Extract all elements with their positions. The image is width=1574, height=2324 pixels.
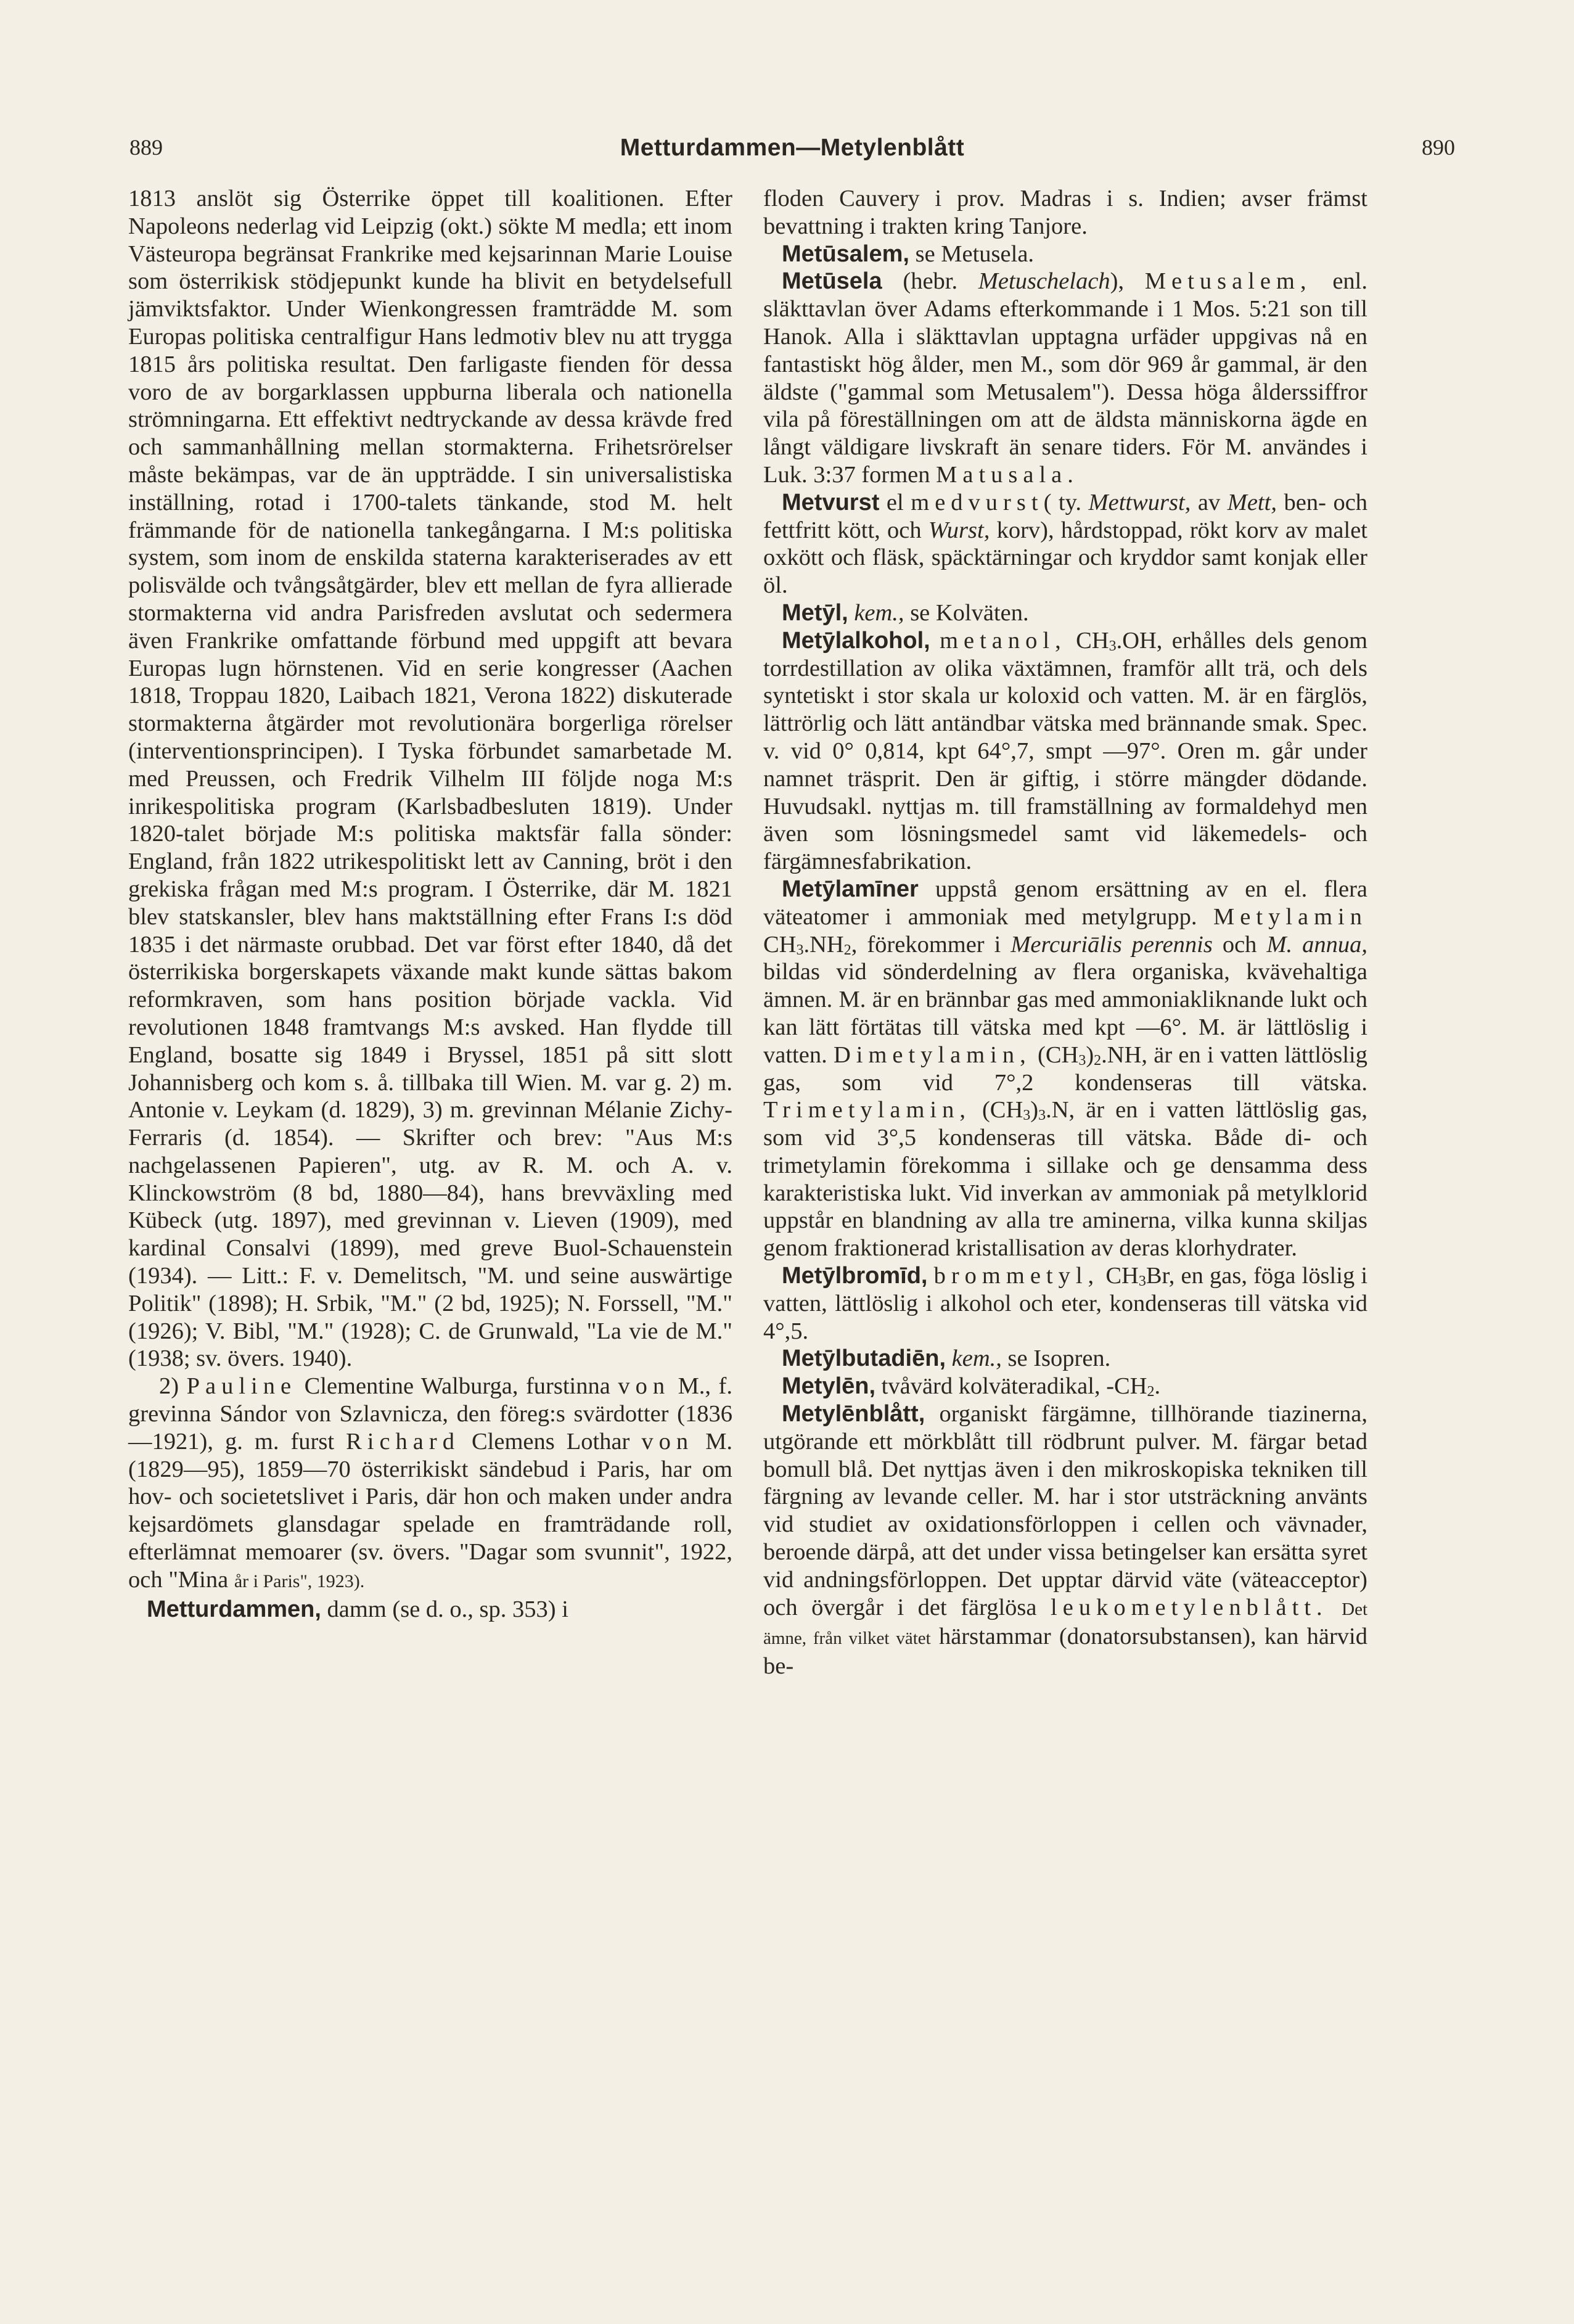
metylaminer-spaced-2: Dimetylamin,: [833, 1041, 1031, 1068]
metvurst-spaced: medvurst: [911, 489, 1044, 515]
metternich-continuation: 1813 anslöt sig Österrike öppet till koalitionen. Efter Napoleons nederlag vid Leipzig (okt.) sökte M medla; ett inom Västeuropa begränsat Frankrike med kejsarinnan Marie Louise som österrikisk stödjepunkt kunde ha blivit en betydelsefull jämviktsfaktor. Under Wienkongressen framträdde M. som Europas politiska centralfigur Hans ledmotiv blev nu att trygga 1815 års politiska resultat. Den farligaste fienden för dessa voro de av borgarklassen uppburna liberala och nationella strömningarna. Ett effektivt nedtryckande av dessa krävde fred och sammanhållning mellan stormakterna. Frihetsrörelser måste bekämpas, var de än uppträdde. I sin universalistiska inställning, rotad i 1700-talets tänkande, stod M. helt främmande för de nationella tankegångarna. I M:s politiska system, som inom de enskilda staterna karakteriserades av ett polisvälde och tvångsåtgärder, blev ett mellan de fyra allierade stormakterna vid andra Parisfreden avslutat och sedermera även Frankrike omfattande förbund med uppgift att bevara Europas lugn hörnstenen. Vid en serie kongresser (Aachen 1818, Troppau 1820, Laibach 1821, Verona 1822) diskuterade stormakterna åtgärder mot revolutionära borgerliga rörelser (interventionsprincipen). I Tyska förbundet samarbetade M. med Preussen, och Fredrik Vilhelm III följde noga M:s inrikespolitiska program (Karlsbadbesluten 1819). Under 1820-talet började M:s politiska maktsfär falla sönder: England, från 1822 utrikespolitiskt lett av Canning, bröt i den grekiska frågan med M:s program. I Österrike, där M. 1821 blev statskansler, blev hans maktställning efter Frans I:s död 1835 i det närmaste orubbad. Det var först efter 1840, då det österrikiska borgerskapets växande makt kunde sättas bakom reformkraven, som hans position började vackla. Vid revolutionen 1848 framtvangs M:s avsked. Han flydde till England, bosatte sig 1849 i Bryssel, 1851 på sitt slott Johannisberg och kom s. å. tillbaka till Wien. M. var g. 2) m. Antonie v. Leykam (d. 1829), 3) m. grevinnan Mélanie Zichy-Ferraris (d. 1854). — Skrifter och brev: "Aus M:s nachgelassenen Papieren", utg. av R. M. och A. v. Klinckowström (8 bd, 1880—84), hans brevväxling med Kübeck (utg. 1897), med grevinnan v. Lieven (1909), med kardinal Consalvi (1899), med greve Buol-Schauenstein (1934). — Litt.: F. v. Demelitsch, "M. und seine auswärtige Politik" (1898); H. Srbik, "M." (2 bd, 1925); N. Forssell, "M." (1926); V. Bibl, "M." (1928); C. de Grunwald, "La vie de M." (1938; sv. övers. 1940).: [128, 186, 732, 1372]
metvurst-text-a: el: [886, 489, 904, 515]
metylbromid-formula-sub: 3: [1138, 1273, 1146, 1290]
left-column: [128, 185, 732, 1623]
metylbutadien-italic: kem.,: [951, 1345, 1002, 1372]
metylbromid-entry: [763, 1262, 1367, 1345]
metvurst-italic-2: Mett,: [1227, 489, 1277, 515]
metylaminer-headword: Metȳlamīner: [782, 876, 919, 902]
metusela-hebrew: Metuschelach: [978, 268, 1110, 295]
metylalkohol-spaced: metanol,: [940, 627, 1067, 654]
metyl-italic: kem.,: [854, 599, 904, 626]
metylenblatt-text-b: härstammar (donatorsubstansen), kan härvid be-: [763, 1624, 1367, 1680]
metturdammen-text: damm (se d. o., sp. 353) i: [327, 1596, 568, 1622]
pauline-entry: [128, 1373, 732, 1595]
metylen-headword: Metylēn,: [782, 1373, 876, 1400]
page-header: [129, 134, 1455, 171]
metvurst-italic-1: Mettwurst,: [1088, 489, 1191, 515]
metylaminer-text-c: och: [1222, 931, 1257, 958]
pauline-text-a: Clementine Walburga, furstinna: [304, 1373, 610, 1400]
metylen-text: tvåvärd kolväteradikal, -CH: [881, 1373, 1147, 1400]
metylaminer-f3-sub: 3: [1023, 1107, 1031, 1124]
metylalkohol-formula-sub: 3: [1109, 638, 1117, 654]
metylaminer-f1-sub: 3: [796, 942, 804, 958]
metylalkohol-headword: Metȳlalkohol,: [782, 627, 930, 654]
metusalem-headword: Metūsalem,: [782, 240, 909, 267]
metylaminer-f3c: .N,: [1046, 1097, 1075, 1123]
metusela-spaced: Metusalem,: [1144, 268, 1312, 295]
metylalkohol-formula-a: CH: [1076, 627, 1109, 654]
metvurst-headword: Metvurst: [782, 489, 880, 515]
pauline-text-d: M. (1829—95), 1859—70 österrikiskt sändebud i Paris, har om hov- och societetslivet i Paris, där hon och maken under andra kejsardömets glansdagar spelade en framträdande roll, efterlämnat memoarer (sv. övers. "Dagar som svunnit", 1922, och "Mina: [128, 1428, 733, 1593]
metylalkohol-entry: [763, 627, 1367, 876]
metyl-headword: Metȳl,: [782, 599, 848, 626]
metylen-sub: 2: [1147, 1384, 1155, 1400]
metylaminer-f3: (CH: [982, 1097, 1023, 1123]
metusela-entry: [763, 268, 1367, 488]
pauline-number: 2): [159, 1373, 179, 1400]
metvurst-text-c: av: [1197, 489, 1221, 515]
metturdammen-entry: [128, 1596, 732, 1624]
metylaminer-f3b-sub: 3: [1038, 1107, 1046, 1124]
metylaminer-text-e: är en i vatten lättlöslig gas, som vid 7°,2 kondenseras till vätska.: [763, 1041, 1368, 1096]
metylbutadien-entry: [763, 1345, 1367, 1373]
metusela-text-b: ),: [1110, 268, 1125, 295]
pauline-text-c: Clemens Lothar: [471, 1428, 630, 1455]
metylenblatt-entry: [763, 1400, 1367, 1680]
metusalem-text: se Metusela.: [915, 240, 1035, 267]
right-column-number: 890: [1422, 135, 1455, 160]
metusela-text-a: (hebr.: [903, 268, 958, 295]
metusela-headword: Metūsela: [782, 268, 882, 295]
metylaminer-entry: [763, 876, 1367, 1262]
pauline-text-b: M., f. grevinna Sándor von Szlavnicza, den föreg:s svärdotter (1836—1921), g. m. furst: [128, 1373, 733, 1455]
metylen-end: .: [1154, 1373, 1161, 1400]
metturdammen-headword: Metturdammen,: [147, 1596, 321, 1622]
metvurst-text-b: ( ty.: [1043, 489, 1081, 515]
metvurst-text-d: ben- och fettfritt kött, och: [763, 489, 1368, 543]
metylenblatt-spaced: leukometylenblått.: [1051, 1594, 1328, 1620]
pauline-name: Pauline: [186, 1373, 297, 1400]
metylbromid-formula-b: Br,: [1146, 1263, 1175, 1289]
metylaminer-spaced-3: Trimetylamin,: [763, 1097, 971, 1123]
right-column: [763, 185, 1367, 1680]
metylen-entry: [763, 1373, 1367, 1400]
metylaminer-text-d: bildas vid sönderdelning av flera organiska, kvävehaltiga ämnen. M. är en brännbar gas med ammoniakliknande lukt och kan lätt förtätas till vätska med kpt —6°. M. är lättlöslig i vatten.: [763, 959, 1367, 1068]
metylbromid-formula: CH: [1105, 1263, 1139, 1289]
metylalkohol-text: erhålles dels genom torrdestillation av olika växtämnen, framför allt trä, och dels syntetiskt i stor skala ur koloxid och vatten. M. är en färglös, lättrörlig och lätt antändbar vätska med brännande smak. Spec. v. vid 0° 0,814, kpt 64°,7, smpt —97°. Oren m. går under namnet träsprit. Den är giftig, i större mängder dödande. Huvudsakl. nyttjas m. till framställning av formaldehyd men även som lösningsmedel samt vid läkemedels- och färgämnesfabrikation.: [763, 627, 1368, 875]
metylaminer-f2: (CH: [1038, 1041, 1079, 1068]
metylbutadien-text: se Isopren.: [1007, 1345, 1111, 1372]
pauline-text-small: år i Paris", 1923).: [234, 1571, 365, 1591]
metylaminer-f1b: .NH: [803, 931, 844, 958]
metylaminer-f3b: ): [1030, 1097, 1039, 1123]
metylalkohol-formula-b: .OH,: [1116, 627, 1163, 654]
metylbutadien-headword: Metȳlbutadiēn,: [782, 1345, 946, 1372]
metylenblatt-headword: Metylēnblått,: [782, 1401, 925, 1427]
metylaminer-f1b-sub: 2: [843, 942, 851, 958]
metylbromid-headword: Metȳlbromīd,: [782, 1263, 928, 1289]
metylaminer-f2-sub: 3: [1078, 1052, 1086, 1069]
metylaminer-italic-1: Mercuriālis perennis: [1010, 931, 1213, 958]
metylaminer-f2c: .NH,: [1101, 1041, 1147, 1068]
left-column-number: 889: [129, 135, 163, 160]
pauline-von: von: [618, 1373, 671, 1400]
running-title: Metturdammen—Metylenblått: [620, 134, 965, 161]
metusela-matusala: Matusala.: [936, 461, 1079, 488]
metylaminer-text-b: , förekommer i: [851, 931, 1001, 958]
metvurst-entry: [763, 489, 1367, 599]
metylaminer-text-a: uppstå genom ersättning av en el. flera väteatomer i ammoniak med metylgrupp.: [763, 876, 1367, 930]
metylaminer-spaced-1: Metylamin: [1213, 903, 1367, 930]
metylaminer-f2b: ): [1086, 1041, 1094, 1068]
metylbromid-spaced: brommetyl,: [933, 1263, 1100, 1289]
metylenblatt-small: Det ämne, från vilket vätet: [763, 1599, 1368, 1649]
metylaminer-italic-2: M. annua,: [1266, 931, 1368, 958]
metusela-text-c: enl. släkttavlan över Adams efterkommande i 1 Mos. 5:21 son till Hanok. Alla i släkttavlan upptagna urfäder uppgivas nå en fantastiskt hög ålder, men M., som dör 969 år gammal, är den äldste ("gammal som Metusalem"). Dessa höga ålderssiffror vila på föreställningen om att de äldsta människorna ägde en långt väldigare livskraft än senare tiders. För M. användes i Luk. 3:37 formen: [763, 268, 1367, 488]
metylaminer-f1: CH: [763, 931, 797, 958]
metylaminer-text-f: är en i vatten lättlöslig gas, som vid 3°,5 kondenseras till vätska. Både di- och trimetylamin förekomma i sillake och ge densamma dess karakteristiska lukt. Vid inverkan av ammoniak på metylklorid uppstår en blandning av alla tre aminerna, vilka kunna skiljas genom fraktionerad kristallisation av deras klorhydrater.: [763, 1097, 1367, 1262]
metylbromid-text: en gas, föga löslig i vatten, lättlöslig i alkohol och eter, kondenseras till vätska vid 4°,5.: [763, 1263, 1368, 1344]
metvurst-italic-3: Wurst,: [928, 517, 990, 543]
pauline-von-2: von: [641, 1428, 694, 1455]
metyl-entry: [763, 599, 1367, 627]
metylenblatt-text-a: organiskt färgämne, tillhörande tiazinerna, utgörande ett mörkblått till rödbrunt pulver. M. färgar betad bomull blå. Det nyttjas även i den mikroskopiska tekniken till färgning av levande celler. M. har i stor utsträckning använts vid studiet av oxidationsförloppen i cellen och vävnader, beroende därpå, att det under vissa betingelser kan ersätta syret vid andningsförloppen. Det upptar därvid väte (väteacceptor) och övergår i det färglösa: [763, 1401, 1368, 1620]
metylaminer-f2b-sub: 2: [1094, 1052, 1102, 1069]
metusalem-entry: [763, 240, 1367, 268]
metvurst-text-e: korv), hårdstoppad, rökt korv av malet oxkött och fläsk, späcktärningar och kryddor samt konjak eller öl.: [763, 517, 1367, 599]
metyl-text: se Kolväten.: [910, 599, 1029, 626]
pauline-richard: Richard: [346, 1428, 460, 1455]
metturdammen-continuation: floden Cauvery i prov. Madras i s. Indien; avser främst bevattning i trakten kring Tanjore.: [763, 186, 1367, 239]
